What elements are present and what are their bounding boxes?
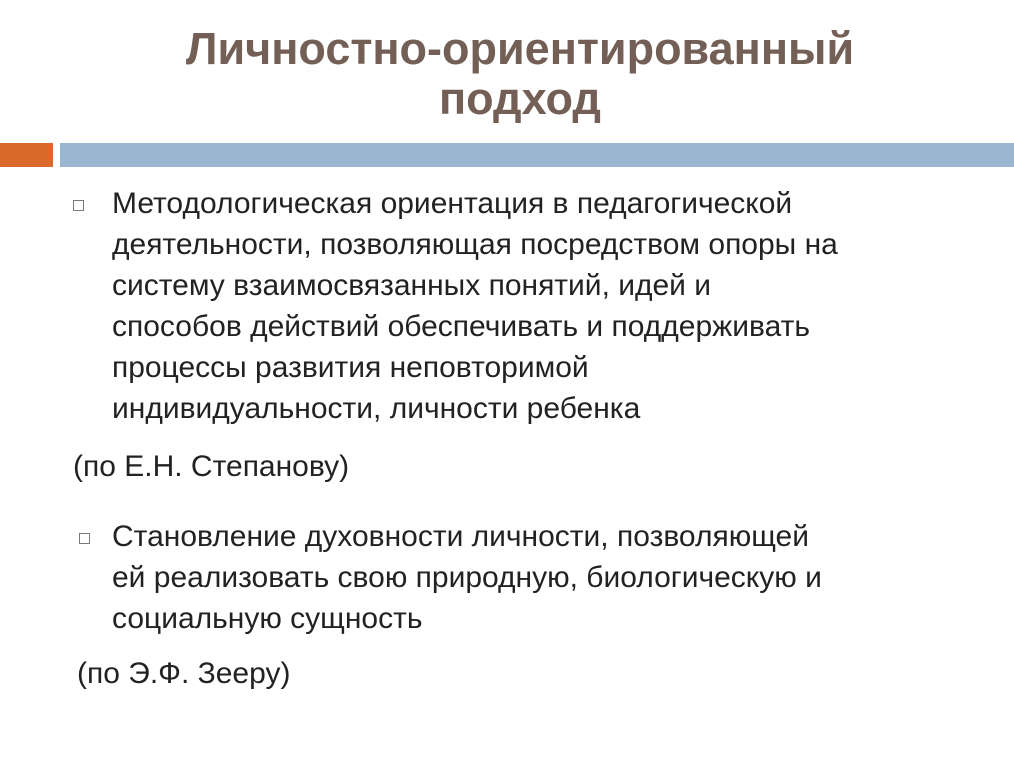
slide-title-line-1: Личностно-ориентированный	[185, 23, 855, 74]
bullet-item-1-line: индивидуальности, личности ребенка	[112, 392, 641, 425]
bullet-item-1-line: способов действий обеспечивать и поддерживать	[112, 310, 810, 343]
bullet-item-1-line: Методологическая ориентация в педагогической	[112, 187, 793, 220]
bullet-item-2-line: Становление духовности личности, позволяющей	[112, 520, 809, 553]
square-outline-icon	[79, 533, 90, 544]
bullet-item-2-source: (по Э.Ф. Зееру)	[77, 657, 291, 690]
bullet-item-2	[112, 516, 972, 639]
square-outline-icon	[73, 200, 84, 211]
bullet-item-1-line: деятельности, позволяющая посредством опоры на	[112, 228, 838, 261]
bullet-item-1-line: систему взаимосвязанных понятий, идей и	[112, 269, 712, 302]
bullet-item-1-source: (по Е.Н. Степанову)	[73, 450, 350, 483]
bullet-item-2-line: ей реализовать свою природную, биологическую и	[112, 561, 822, 594]
bullet-item-1	[112, 183, 972, 429]
slide-title-line-2: подход	[438, 73, 601, 124]
bullet-item-1-line: процессы развития неповторимой	[112, 351, 589, 384]
bullet-item-2-line: социальную сущность	[112, 602, 423, 635]
